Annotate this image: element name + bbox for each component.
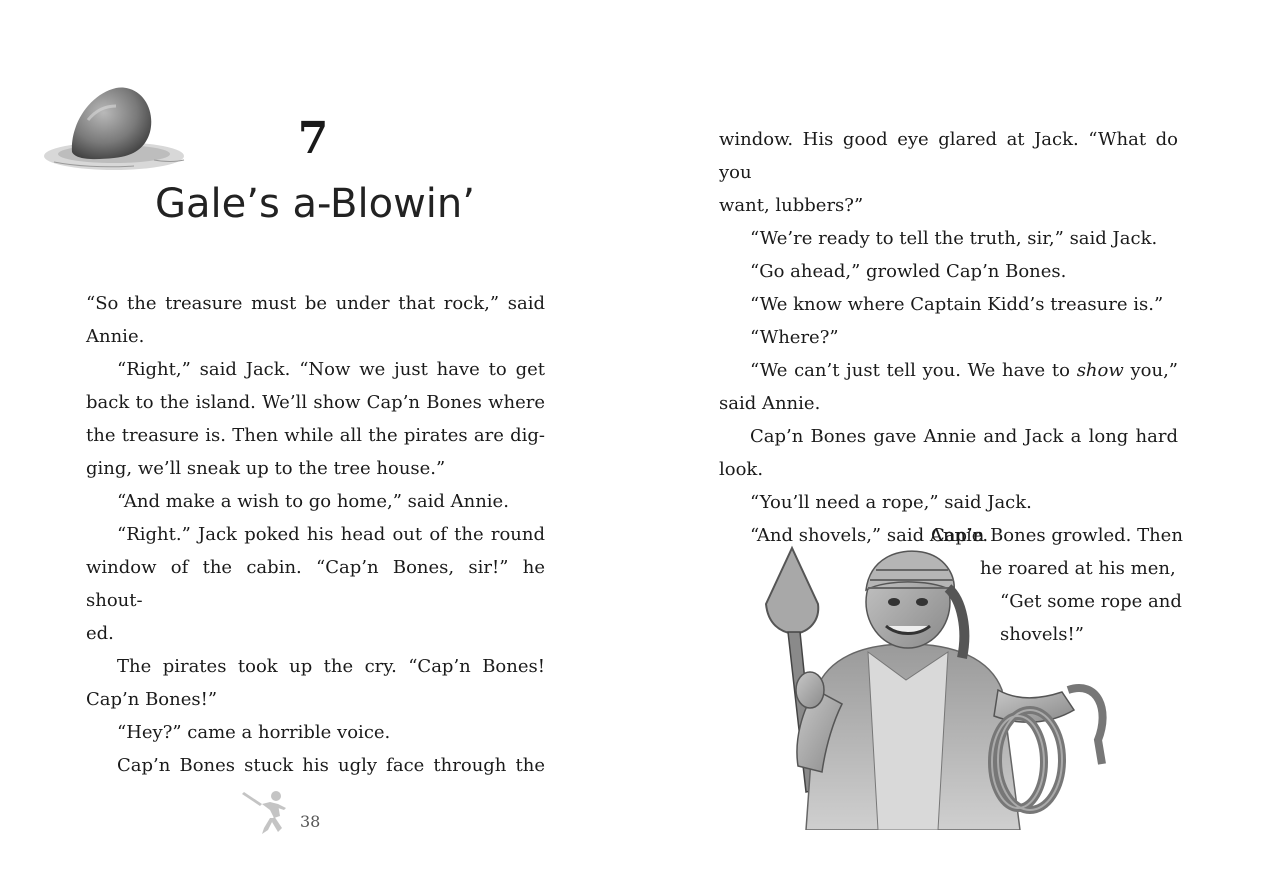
- text-line: “We know where Captain Kidd’s treasure is.”: [750, 294, 1164, 315]
- page-number: 38: [300, 812, 321, 831]
- text-line: “Go ahead,” growled Cap’n Bones.: [750, 261, 1067, 282]
- pirate-illustration: [758, 540, 1148, 830]
- wrap-text-line: “Get some rope and: [1000, 591, 1182, 612]
- emphasis-word: show: [1076, 360, 1124, 381]
- text-line: “Right.” Jack poked his head out of the round: [117, 524, 545, 545]
- text-line: look.: [719, 459, 764, 480]
- text-fragment: you,”: [1123, 360, 1178, 381]
- text-line: window. His good eye glared at Jack. “What do you: [719, 129, 1178, 183]
- text-line: “We’re ready to tell the truth, sir,” said Jack.: [750, 228, 1158, 249]
- text-line: “So the treasure must be under that rock,” said: [86, 293, 545, 314]
- text-line: ging, we’ll sneak up to the tree house.”: [86, 458, 446, 479]
- text-line: “Hey?” came a horrible voice.: [117, 722, 391, 743]
- left-page-text: [86, 287, 545, 782]
- chapter-title: Gale’s a-Blowin’: [155, 181, 475, 227]
- chapter-number: 7: [297, 113, 329, 164]
- text-line: The pirates took up the cry. “Cap’n Bones!: [117, 656, 545, 677]
- text-fragment: “We can’t just tell you. We have to: [750, 360, 1077, 381]
- text-line: Annie.: [86, 326, 145, 347]
- wrap-text-line: shovels!”: [1000, 624, 1084, 645]
- text-line: ed.: [86, 623, 114, 644]
- rock-illustration: [44, 80, 190, 176]
- pirate-silhouette-icon: [240, 784, 302, 838]
- text-line: want, lubbers?”: [719, 195, 864, 216]
- text-line: Cap’n Bones stuck his ugly face through the: [117, 755, 545, 776]
- text-line: “And make a wish to go home,” said Annie.: [117, 491, 509, 512]
- left-page: [0, 0, 632, 874]
- right-page-text: [719, 123, 1178, 552]
- text-line: “Right,” said Jack. “Now we just have to get: [117, 359, 545, 380]
- text-line: window of the cabin. “Cap’n Bones, sir!” he shout-: [86, 557, 545, 611]
- wrap-text-line: he roared at his men,: [980, 558, 1176, 579]
- text-line: said Annie.: [719, 393, 821, 414]
- wrap-text-line: Cap’n Bones growled. Then: [931, 525, 1183, 546]
- text-line: Cap’n Bones!”: [86, 689, 218, 710]
- text-line: back to the island. We’ll show Cap’n Bones where: [86, 392, 545, 413]
- text-line: “And shovels,” said Annie.: [750, 525, 989, 546]
- text-line: “Where?”: [750, 327, 839, 348]
- right-page: [632, 0, 1265, 874]
- text-line: “You’ll need a rope,” said Jack.: [750, 492, 1032, 513]
- text-line: [719, 354, 1178, 387]
- text-line: the treasure is. Then while all the pirates are dig-: [86, 425, 545, 446]
- text-line: Cap’n Bones gave Annie and Jack a long hard: [750, 426, 1178, 447]
